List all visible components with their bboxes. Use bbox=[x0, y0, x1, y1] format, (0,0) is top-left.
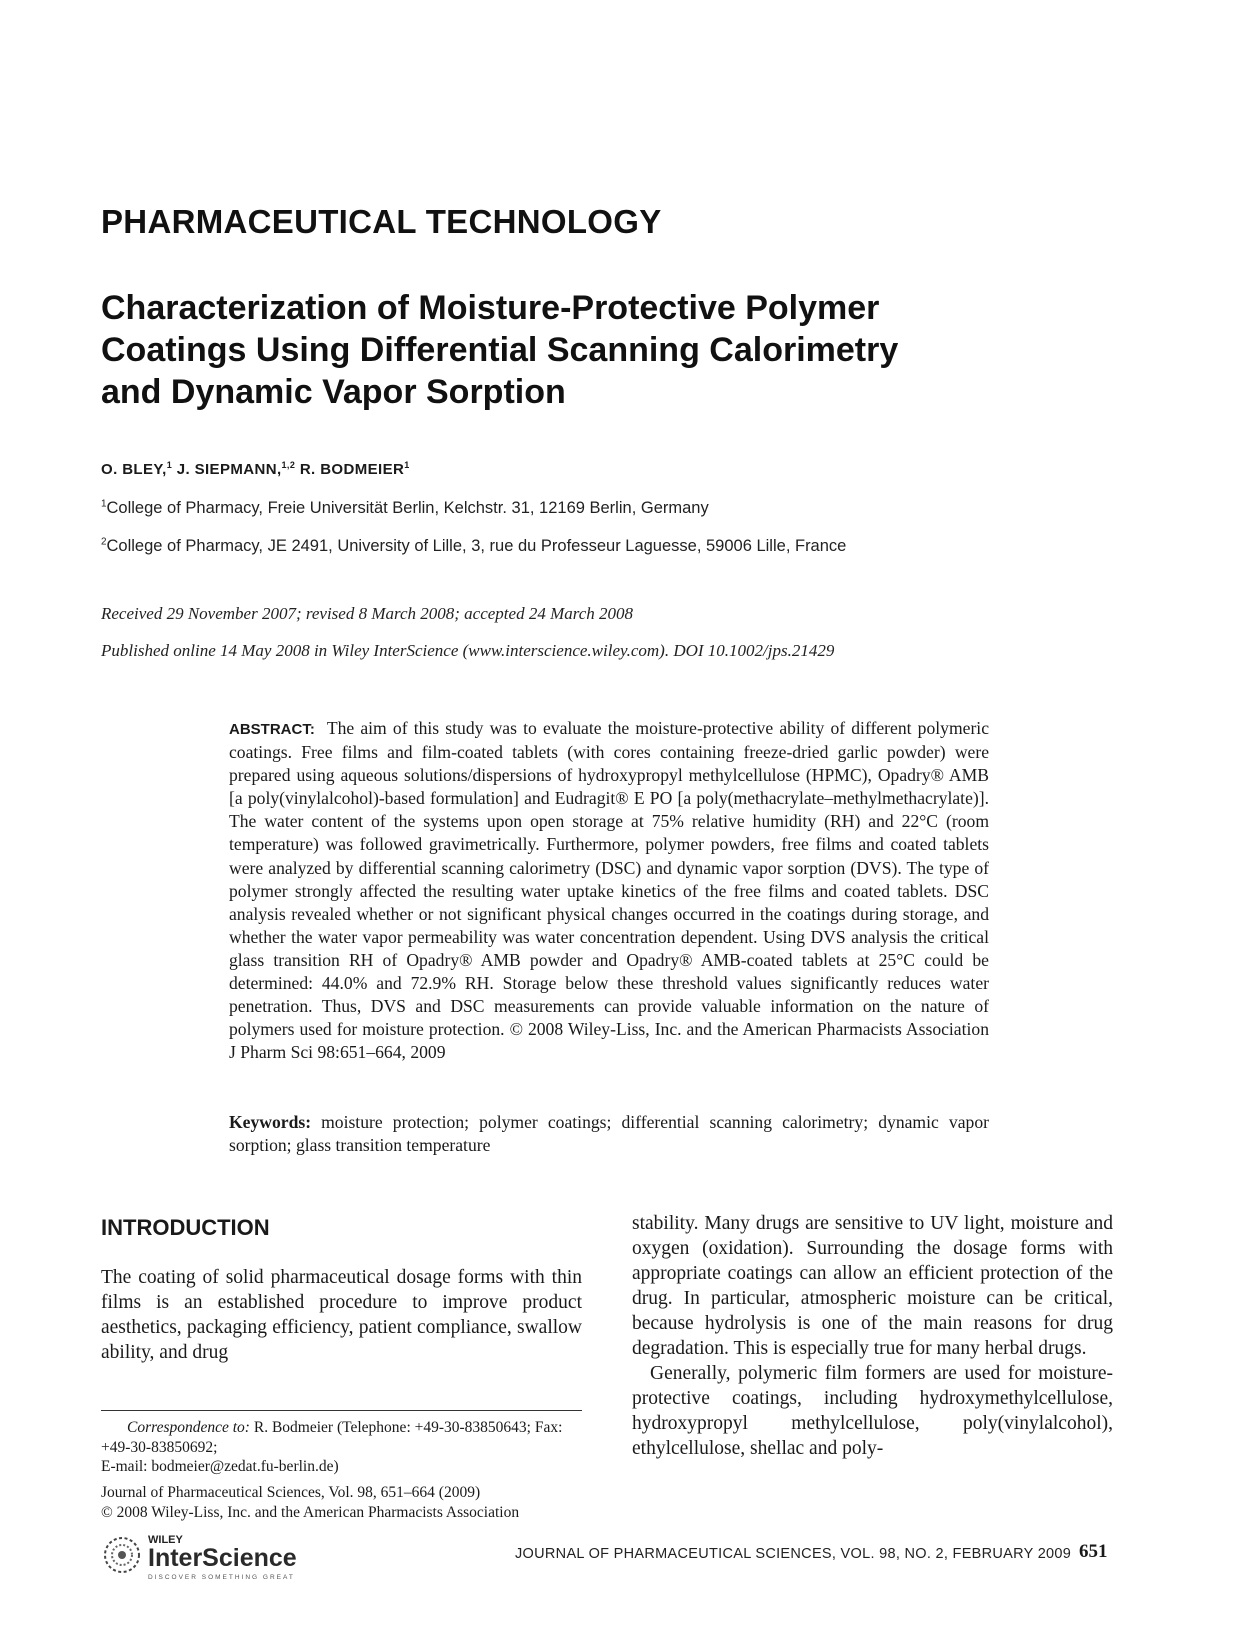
affiliation: $^1$College of Pharmacy, Freie Universität Berlin, Kelchstr. 31, 12169 Berlin, Germany bbox=[101, 498, 709, 517]
correspondence-label: Correspondence to: bbox=[127, 1419, 250, 1436]
keywords bbox=[229, 1111, 989, 1157]
footnote-divider bbox=[101, 1410, 582, 1411]
paragraph: stability. Many drugs are sensitive to UV light, moisture and oxygen (oxidation). Surrounding the dosage forms with appropriate coatings can allow an efficient protection of the drug. In particular, atmospheric moisture can be critical, because hydrolysis is one of the main reasons for drug degradation. This is especially true for many herbal drugs. bbox=[632, 1213, 1113, 1359]
section-label: PHARMACEUTICAL TECHNOLOGY bbox=[101, 203, 662, 240]
correspondence-footnote: Correspondence to: R. Bodmeier (Telephone: +49-30-83850643; Fax: +49-30-83850692; E-mail: bodmeier@zedat.fu-berlin.de) bbox=[101, 1419, 563, 1475]
abstract-text: The aim of this study was to evaluate the moisture-protective ability of different polymeric coatings. Free films and film-coated tablets (with cores containing freeze-dried garlic powder) were prepared using aqueous solutions/dispersions of hydroxypropyl methylcellulose (HPMC), Opadry® AMB [a poly(vinylalcohol)-based formulation] and Eudragit® E PO [a poly(methacrylate–methylmethacrylate)]. The water content of the systems upon open storage at 75% relative humidity (RH) and 22°C (room temperature) was followed gravimetrically. Furthermore, polymer powders, free films and coated tablets were analyzed by differential scanning calorimetry (DSC) and dynamic vapor sorption (DVS). The type of polymer strongly affected the resulting water uptake kinetics of the free films and coated tablets. DSC analysis revealed whether or not significant physical changes occurred in the coatings during storage, and whether the water vapor permeability was water concentration dependent. Using DVS analysis the critical glass transition RH of Opadry® AMB powder and Opadry® AMB-coated tablets at 25°C could be determined: 44.0% and 72.9% RH. Storage below these threshold values significantly reduces water penetration. Thus, DVS and DSC measurements can provide valuable information on the nature of polymers used for moisture protection. © 2008 Wiley-Liss, Inc. and the American Pharmacists Association J Pharm Sci 98:651–664, 2009 bbox=[229, 718, 989, 1063]
section-heading: INTRODUCTION bbox=[101, 1215, 270, 1240]
author-list bbox=[101, 461, 410, 478]
body-column-left bbox=[101, 1265, 582, 1365]
running-footer: JOURNAL OF PHARMACEUTICAL SCIENCES, VOL. 98, NO. 2, FEBRUARY 2009 bbox=[515, 1546, 1072, 1562]
wiley-interscience-logo bbox=[98, 1528, 358, 1588]
journal-citation: Journal of Pharmaceutical Sciences, Vol. 98, 651–664 (2009) © 2008 Wiley-Liss, Inc. and the American Pharmacists Association bbox=[101, 1484, 520, 1521]
email-address: E-mail: bodmeier@zedat.fu-berlin.de) bbox=[101, 1458, 339, 1475]
title-line: Characterization of Moisture-Protective Polymer bbox=[101, 289, 880, 327]
title-line: Coatings Using Differential Scanning Calorimetry bbox=[101, 331, 899, 369]
paragraph: The coating of solid pharmaceutical dosage forms with thin films is an established procedure to improve product aesthetics, packaging efficiency, patient compliance, swallow ability, and drug bbox=[101, 1267, 582, 1363]
paragraph: Generally, polymeric film formers are used for moisture-protective coatings, including hydroxymethylcellulose, hydroxypropyl methylcellulose, poly(vinylalcohol), ethylcellulose, shellac and poly- bbox=[632, 1363, 1113, 1459]
title-line: and Dynamic Vapor Sorption bbox=[101, 373, 566, 411]
body-column-right bbox=[632, 1211, 1113, 1461]
logo-tagline: DISCOVER SOMETHING GREAT bbox=[148, 1574, 295, 1581]
logo-interscience: InterScience bbox=[148, 1544, 297, 1572]
logo-wiley: WILEY bbox=[148, 1534, 183, 1546]
logo-globe-icon bbox=[105, 1538, 139, 1572]
received-dates: Received 29 November 2007; revised 8 March 2008; accepted 24 March 2008 bbox=[101, 604, 634, 623]
article-title bbox=[101, 287, 1001, 413]
author: R. BODMEIER$^1$ bbox=[299, 460, 410, 478]
keywords-label: Keywords: bbox=[229, 1112, 312, 1132]
publication-info: Published online 14 May 2008 in Wiley InterScience (www.interscience.wiley.com). DOI 10.1002/jps.21429 bbox=[101, 641, 835, 660]
page-number: 651 bbox=[1079, 1541, 1108, 1562]
author: O. BLEY,$^1$ bbox=[101, 460, 173, 478]
author: J. SIEPMANN,$^{1,2}$ bbox=[176, 460, 296, 478]
affiliation: $^2$College of Pharmacy, JE 2491, University of Lille, 3, rue du Professeur Laguesse, 59006 Lille, France bbox=[101, 536, 847, 555]
abstract bbox=[229, 717, 989, 1064]
keywords-text: moisture protection; polymer coatings; differential scanning calorimetry; dynamic vapor sorption; glass transition temperature bbox=[229, 1112, 989, 1156]
abstract-label: ABSTRACT: bbox=[229, 721, 315, 738]
